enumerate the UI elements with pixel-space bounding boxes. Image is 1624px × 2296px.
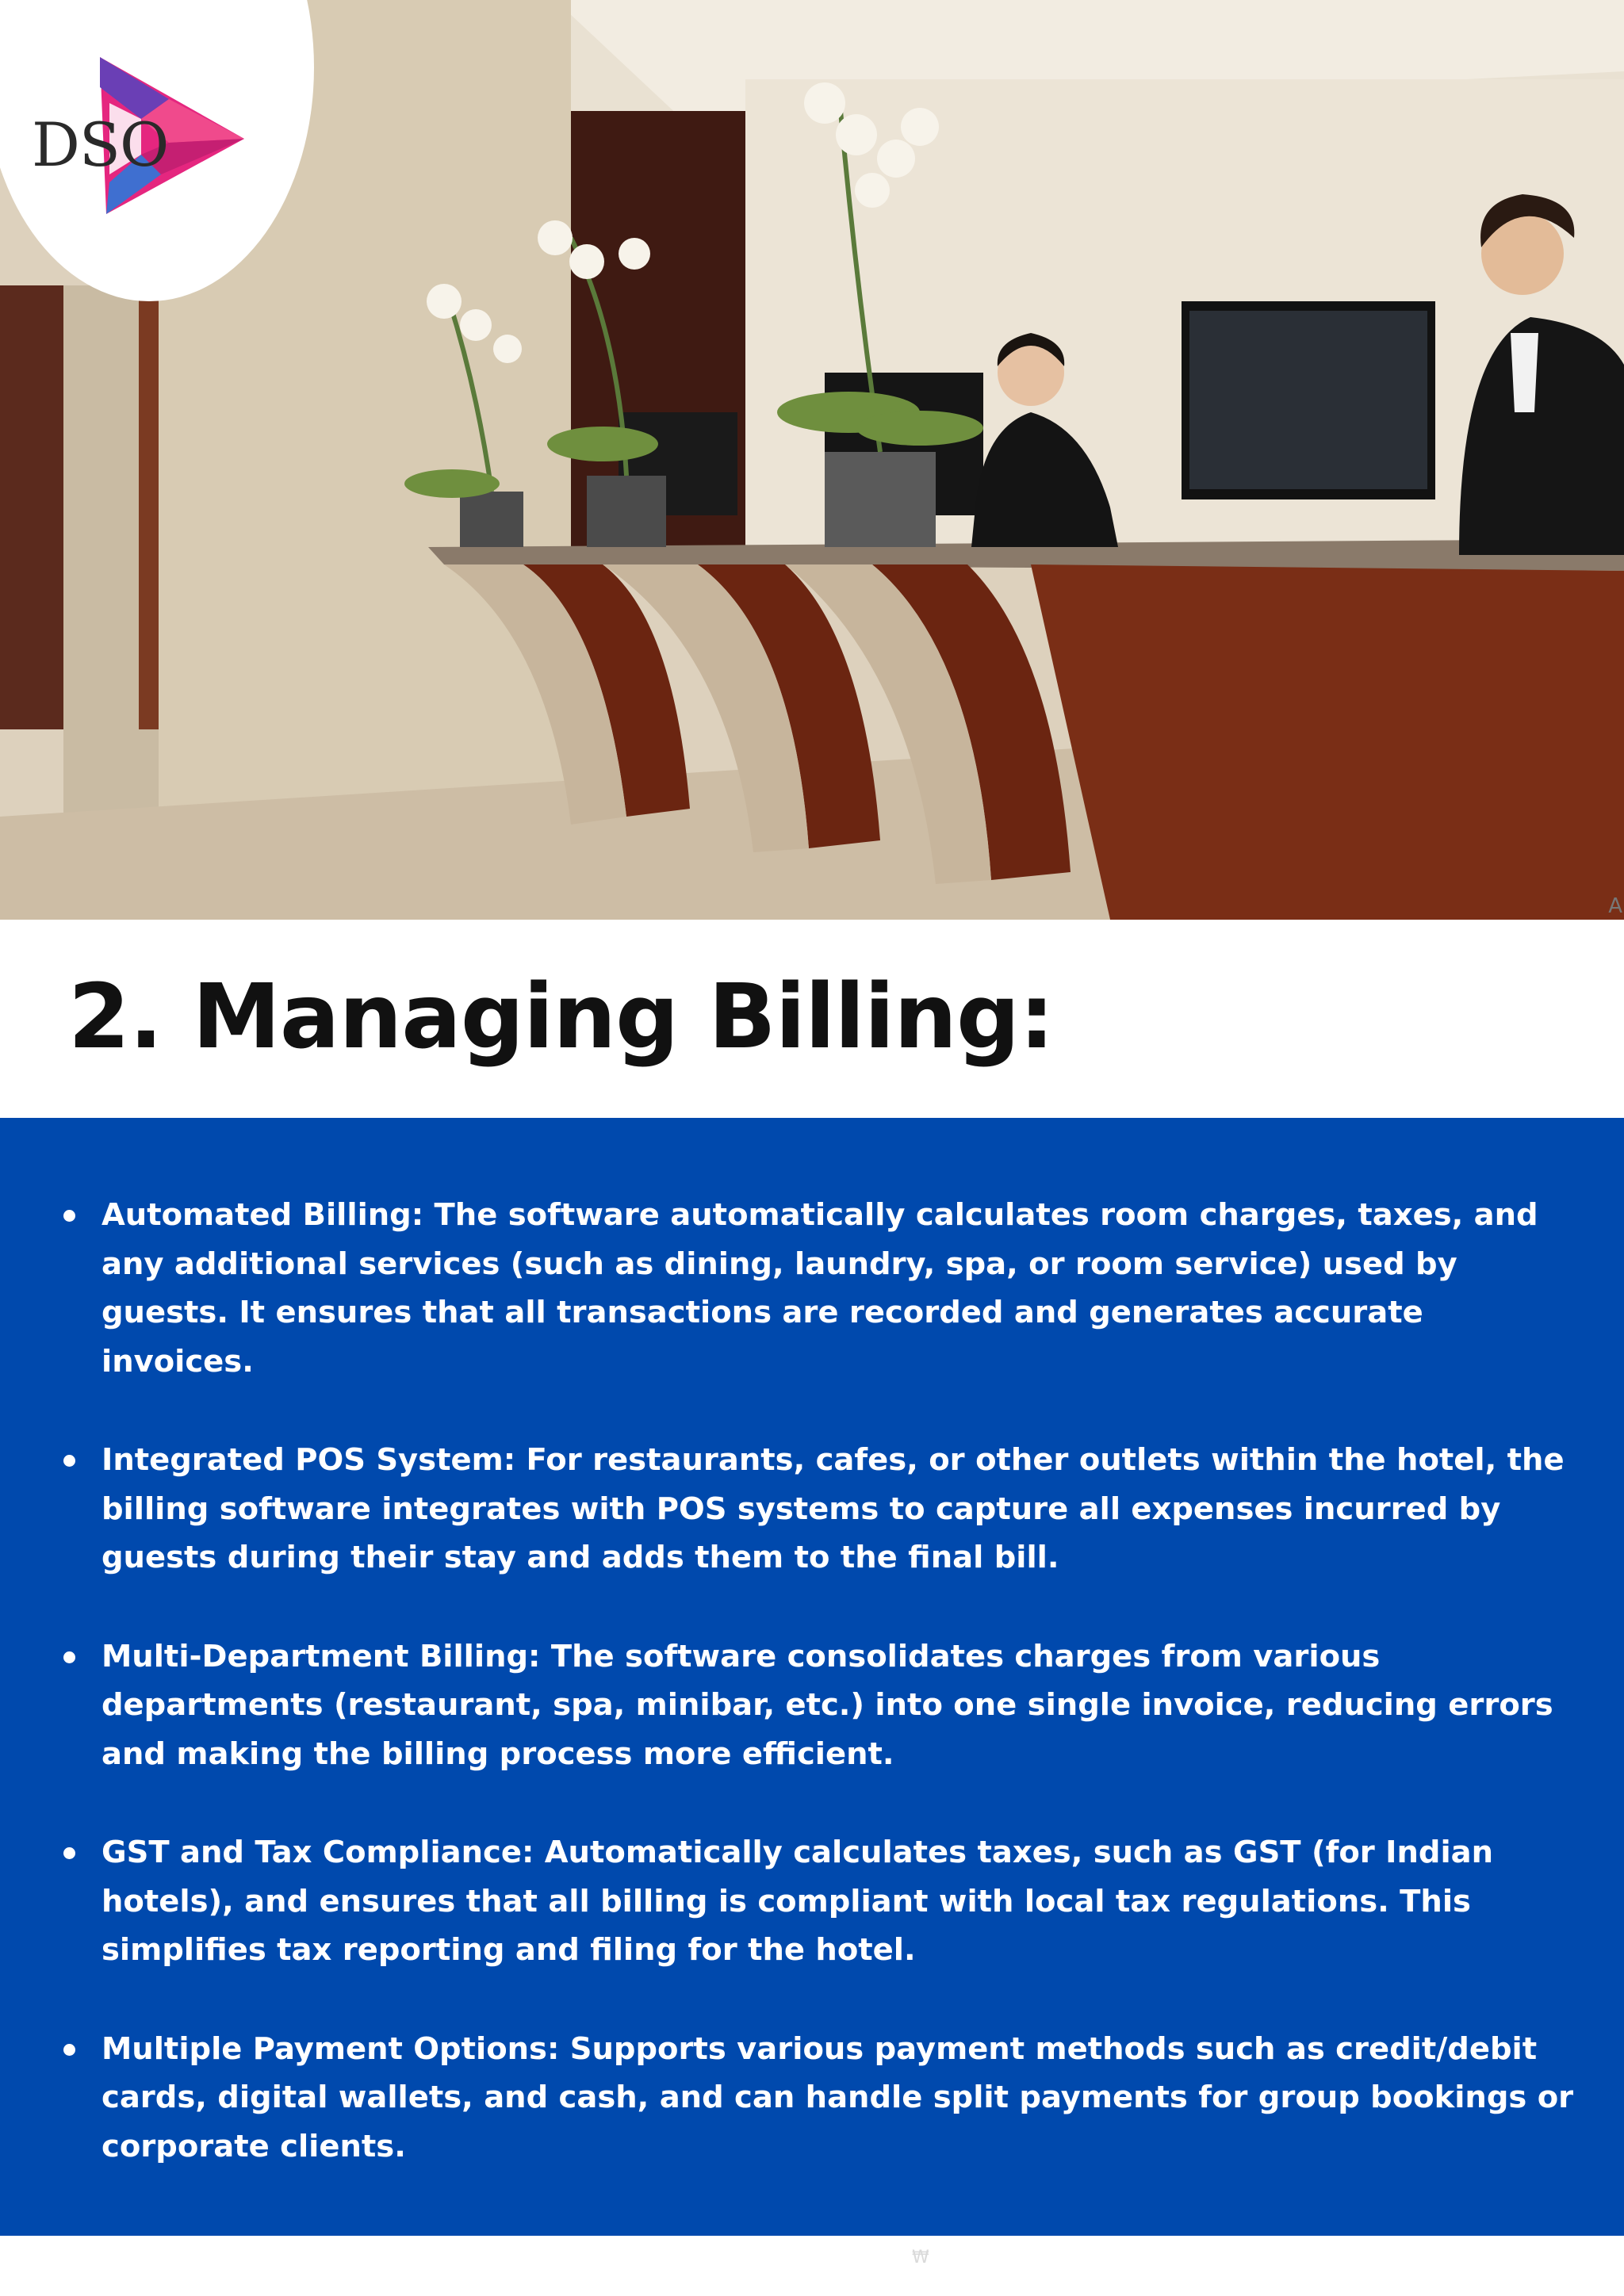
feature-multiple-payment-options: Multiple Payment Options: Supports various payment methods such as credit/debit cards, digital wallets, and cash, and can handle split payments for group bookings or corporate clients. xyxy=(102,2030,1574,2164)
bullet-dot-icon xyxy=(63,1455,75,1467)
list-item xyxy=(62,1191,1584,1386)
feature-gst-tax-compliance: GST and Tax Compliance: Automatically calculates taxes, such as GST (for Indian hotels), and ensures that all billing is compliant with local tax regulations. This simplifies tax reporting and filing for the hotel. xyxy=(102,1835,1494,1968)
feature-list xyxy=(62,1191,1584,2221)
list-item xyxy=(62,1436,1584,1582)
bullet-dot-icon xyxy=(63,1651,75,1663)
dso-logo xyxy=(30,55,252,230)
feature-multi-department-billing: Multi-Department Billing: The software consolidates charges from various departments (restaurant, spa, minibar, etc.) into one single invoice, reducing errors and making the billing process more efficient. xyxy=(102,1638,1553,1772)
list-item xyxy=(62,2025,1584,2172)
feature-integrated-pos: Integrated POS System: For restaurants, cafes, or other outlets within the hotel, the billing software integrates with POS systems to capture all expenses incurred by guests during their stay and adds them to the final bill. xyxy=(102,1442,1565,1575)
billing-features-panel xyxy=(0,1118,1624,2236)
section-title: 2. Managing Billing: xyxy=(68,966,1054,1069)
logo-text: DSO xyxy=(32,109,169,180)
footer-watermark: ₩ xyxy=(912,2248,929,2267)
bullet-dot-icon xyxy=(63,2044,75,2056)
photo-corner-mark: A xyxy=(1608,894,1622,918)
list-item xyxy=(62,1632,1584,1779)
list-item xyxy=(62,1828,1584,1975)
hero-photo xyxy=(0,0,1624,920)
feature-automated-billing: Automated Billing: The software automatically calculates room charges, taxes, and any additional services (such as dining, laundry, spa, or room service) used by guests. It ensures that all transactions are recorded and generates accurate invoices. xyxy=(102,1197,1538,1380)
bullet-dot-icon xyxy=(63,1210,75,1222)
bullet-dot-icon xyxy=(63,1847,75,1859)
